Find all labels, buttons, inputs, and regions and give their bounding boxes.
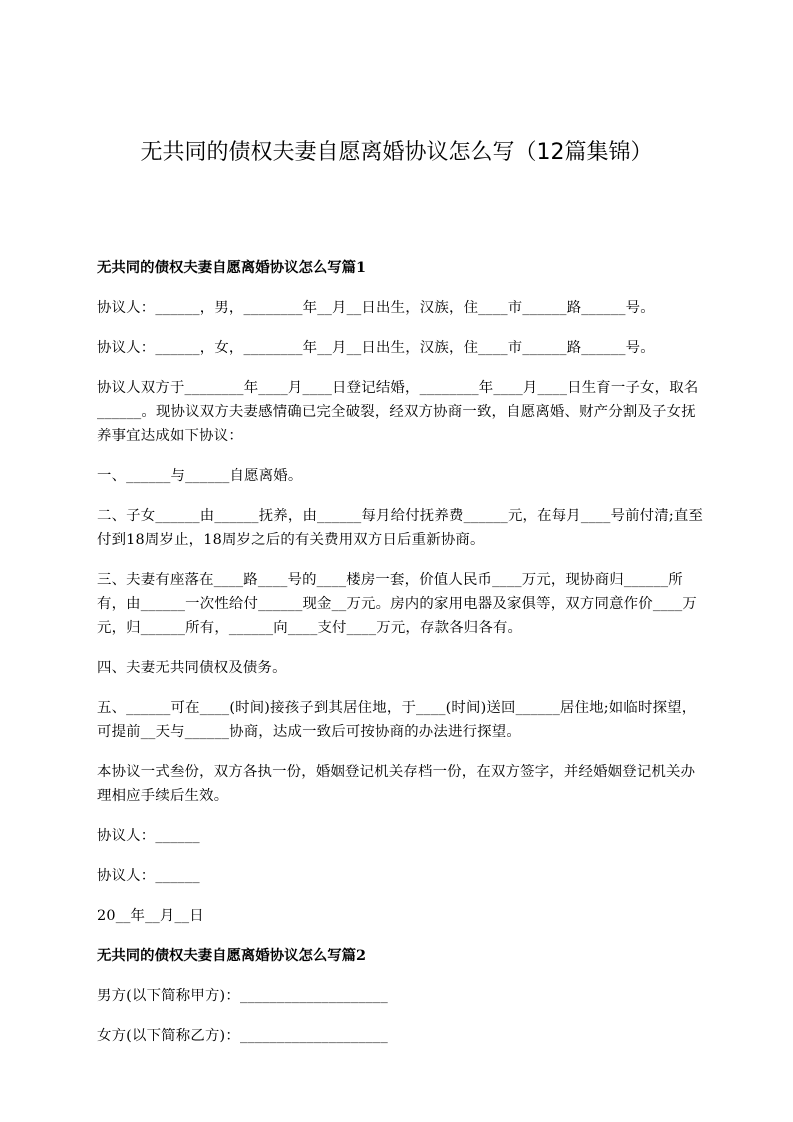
clause-1: 一、______与______自愿离婚。 — [97, 468, 303, 484]
clause-5: 五、______可在____(时间)接孩子到其居住地，于____(时间)送回______居住地;如临时探望，可提前__天与______协商，达成一致后可按协商的办法进行探望。 — [97, 700, 697, 740]
husband-line: 男方(以下简称甲方)：____________________ — [97, 988, 388, 1004]
document-body — [97, 256, 705, 1064]
clause-4: 四、夫妻无共同债权及债务。 — [97, 660, 287, 676]
signature-line-2: 协议人：______ — [97, 868, 200, 884]
signature-line-1: 协议人：______ — [97, 828, 200, 844]
party-1-line: 协议人：______，男，________年__月__日出生，汉族，住____市______路______号。 — [97, 300, 655, 316]
clause-3: 三、夫妻有座落在____路____号的____楼房一套，价值人民币____万元，现协商归______所有，由______一次性给付______现金__万元。房内的家用电器及家俱等，双方同意作价____万元，归______所有，______向____支付____万元，存款各归各有。 — [97, 572, 698, 636]
validity-paragraph: 本协议一式叁份，双方各执一份，婚姻登记机关存档一份，在双方签字，并经婚姻登记机关办理相应手续后生效。 — [97, 764, 696, 804]
wife-line: 女方(以下简称乙方)：____________________ — [97, 1028, 388, 1044]
section-heading-2: 无共同的债权夫妻自愿离婚协议怎么写篇2 — [97, 947, 367, 964]
section-heading-1: 无共同的债权夫妻自愿离婚协议怎么写篇1 — [97, 259, 367, 276]
marriage-info-paragraph: 协议人双方于________年____月____日登记结婚，________年____月____日生育一子女，取名______。现协议双方夫妻感情确已完全破裂，经双方协商一致，自愿离婚、财产分割及子女抚养事宜达成如下协议： — [97, 380, 699, 444]
document-title: 无共同的债权夫妻自愿离婚协议怎么写（12篇集锦） — [140, 140, 653, 165]
clause-2: 二、子女______由______抚养，由______每月给付抚养费______元，在每月____号前付清;直至付到18周岁止，18周岁之后的有关费用双方日后重新协商。 — [97, 508, 704, 548]
date-line: 20__年__月__日 — [97, 908, 204, 924]
party-2-line: 协议人：______，女，________年__月__日出生，汉族，住____市______路______号。 — [97, 340, 655, 356]
